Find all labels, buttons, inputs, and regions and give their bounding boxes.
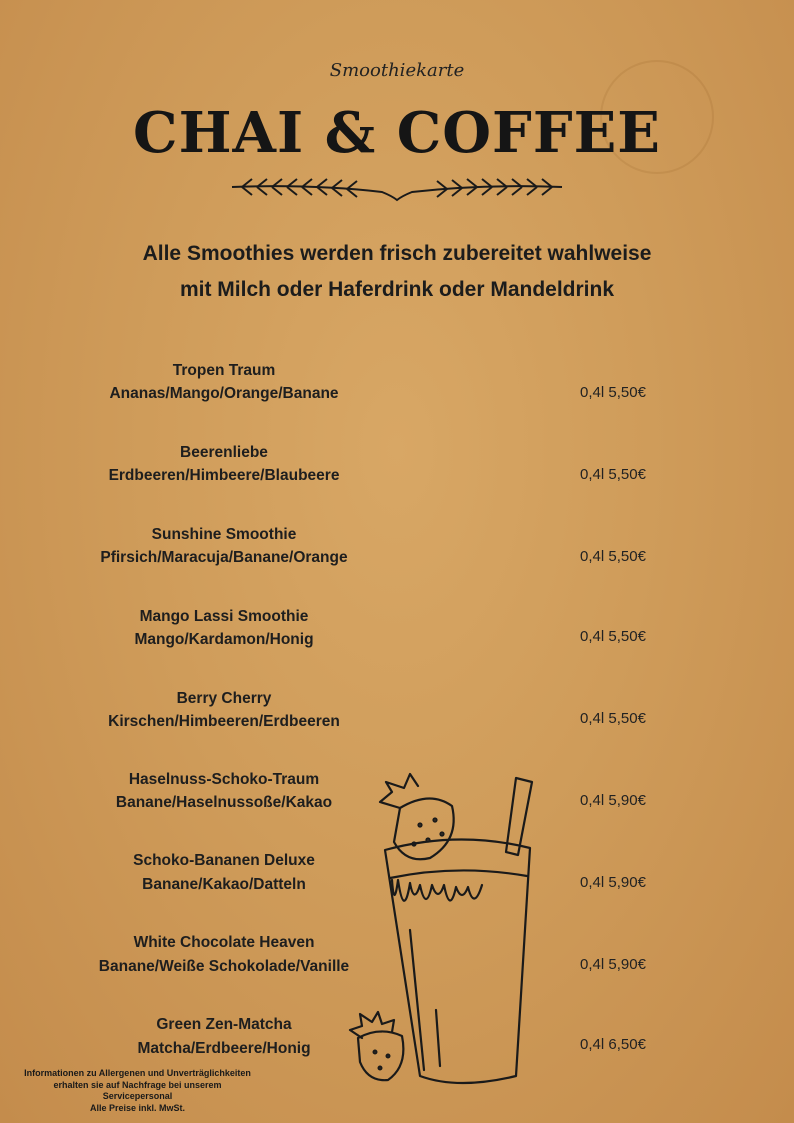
item-price: 0,4l 5,50€ [580, 384, 646, 401]
script-subtitle: Smoothiekarte [329, 60, 465, 81]
intro-line-2: mit Milch oder Haferdrink oder Mandeldrink [179, 278, 615, 301]
item-price: 0,4l 5,50€ [580, 710, 646, 727]
footer-allergen-info [0, 1068, 275, 1114]
item-name: Green Zen-Matcha [156, 1016, 292, 1033]
item-ingredients: Banane/Kakao/Datteln [142, 876, 306, 893]
footer-line-3: Servicepersonal [102, 1091, 173, 1101]
smoothie-glass-strawberry-icon [340, 770, 550, 1100]
footer-line-1: Informationen zu Allergenen und Unverträglichkeiten [24, 1068, 251, 1078]
item-ingredients: Banane/Weiße Schokolade/Vanille [98, 958, 350, 975]
intro-line-1: Alle Smoothies werden frisch zubereitet wahlweise [142, 242, 652, 265]
item-price: 0,4l 5,50€ [580, 628, 646, 645]
item-name: White Chocolate Heaven [133, 934, 315, 951]
item-ingredients: Kirschen/Himbeeren/Erdbeeren [108, 713, 340, 730]
item-price: 0,4l 5,90€ [580, 792, 646, 809]
item-name: Mango Lassi Smoothie [139, 608, 309, 625]
item-ingredients: Mango/Kardamon/Honig [134, 631, 314, 648]
page-title: CHAI & COFFEE [133, 100, 661, 166]
item-name: Sunshine Smoothie [151, 526, 297, 543]
item-price: 0,4l 5,50€ [580, 466, 646, 483]
item-ingredients: Banane/Haselnussoße/Kakao [115, 794, 333, 811]
item-ingredients: Matcha/Erdbeere/Honig [137, 1040, 311, 1057]
intro-text [60, 236, 734, 308]
item-name: Haselnuss-Schoko-Traum [128, 771, 320, 788]
item-name: Berry Cherry [176, 690, 272, 707]
item-price: 0,4l 5,90€ [580, 956, 646, 973]
laurel-divider-icon [222, 162, 572, 212]
item-name: Beerenliebe [180, 444, 268, 461]
item-price: 0,4l 5,50€ [580, 548, 646, 565]
item-name: Schoko-Bananen Deluxe [133, 852, 315, 869]
footer-line-4: Alle Preise inkl. MwSt. [89, 1102, 186, 1113]
item-price: 0,4l 6,50€ [580, 1036, 646, 1053]
item-ingredients: Pfirsich/Maracuja/Banane/Orange [100, 549, 348, 566]
item-name: Tropen Traum [172, 362, 276, 379]
item-ingredients: Ananas/Mango/Orange/Banane [109, 385, 339, 402]
footer-line-2: erhalten sie auf Nachfrage bei unserem [53, 1079, 222, 1090]
item-price: 0,4l 5,90€ [580, 874, 646, 891]
item-ingredients: Erdbeeren/Himbeere/Blaubeere [108, 467, 340, 484]
